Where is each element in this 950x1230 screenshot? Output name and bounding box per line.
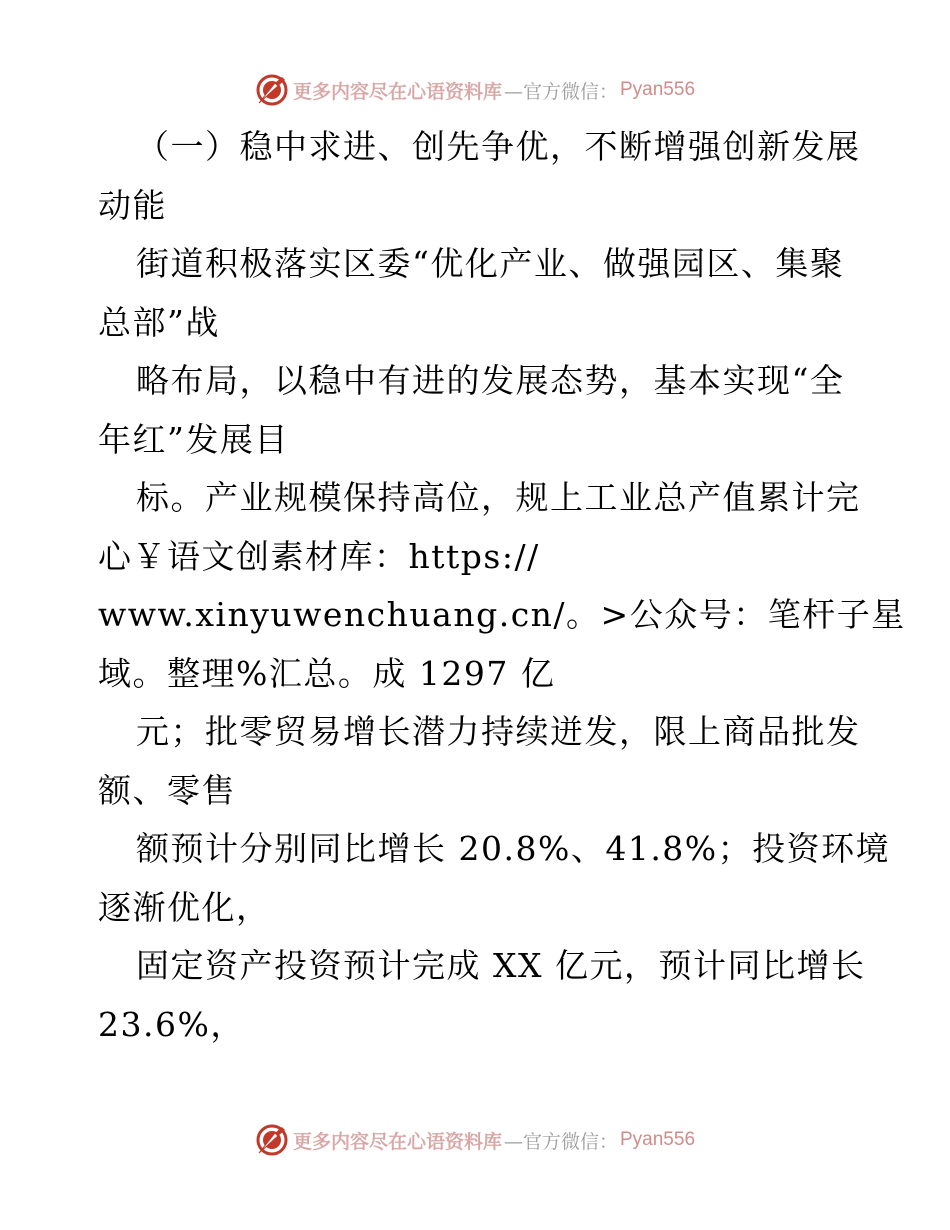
watermark-id-text: Pyan556 <box>620 1129 696 1150</box>
header-watermark <box>0 70 950 110</box>
body-text <box>98 118 906 1054</box>
text-line: 标。产业规模保持高位，规上工业总产值累计完 <box>136 478 861 517</box>
quill-seal-icon <box>255 1123 289 1157</box>
watermark-main-text: 更多内容尽在心语资料库 <box>292 80 502 103</box>
text-line: 额预计分别同比增长 20.8%、41.8%；投资环境 <box>136 829 891 868</box>
text-line: 额、零售 <box>98 770 236 810</box>
text-line: （一）稳中求进、创先争优，不断增强创新发展 <box>136 127 861 166</box>
text-line: 23.6%， <box>98 1004 245 1044</box>
quill-seal-icon <box>255 73 289 107</box>
watermark-sub-text: —官方微信： <box>503 80 618 103</box>
watermark-id-text: Pyan556 <box>620 79 696 100</box>
text-line: 固定资产投资预计完成 XX 亿元，预计同比增长 <box>136 946 866 985</box>
text-line: www.xinyuwenchuang.cn/。>公众号：笔杆子星 <box>98 595 906 634</box>
text-line: 总部”战 <box>98 302 220 342</box>
footer-watermark <box>0 1120 950 1160</box>
text-line: 年红”发展目 <box>98 419 289 459</box>
watermark-sub-text: —官方微信： <box>503 1130 618 1153</box>
text-line: 街道积极落实区委“优化产业、做强园区、集聚 <box>136 244 845 283</box>
text-line: 略布局，以稳中有进的发展态势，基本实现“全 <box>136 361 845 400</box>
text-line: 动能 <box>98 185 167 225</box>
text-line: 元；批零贸易增长潜力持续迸发，限上商品批发 <box>136 712 861 751</box>
watermark-main-text: 更多内容尽在心语资料库 <box>292 1130 502 1153</box>
text-line: 域。整理%汇总。成 1297 亿 <box>98 653 556 693</box>
text-line: 逐渐优化， <box>98 887 271 927</box>
text-line: 心￥语文创素材库：https:// <box>98 536 540 576</box>
